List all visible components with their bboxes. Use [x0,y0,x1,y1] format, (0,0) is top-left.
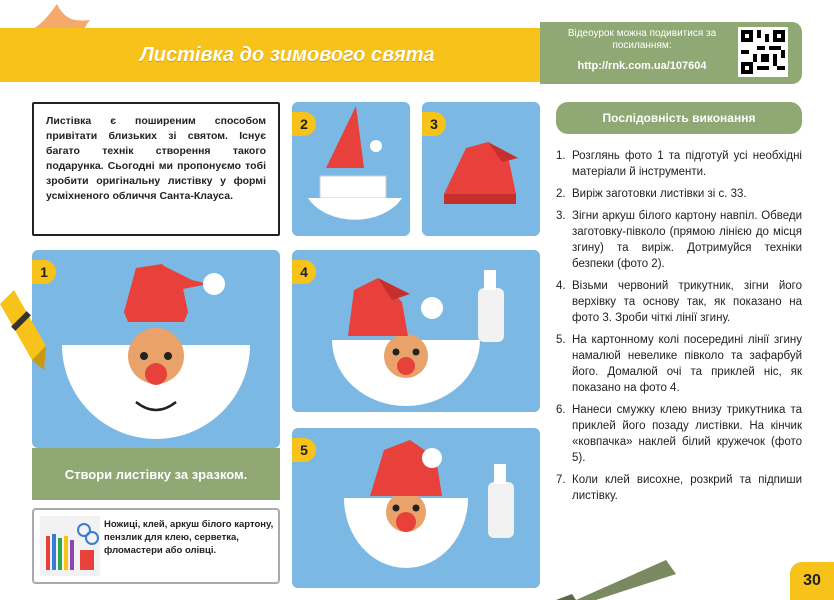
step-item: 5. На картонному колі посередині лінії згину намалюй невелике півколо та зафарбуй його. Домалюй очі та приклей ніс, як показано на фото 4. [556,334,802,394]
step-item: 1. Розглянь фото 1 та підготуй усі необхідні матеріали й інструменти. [556,150,802,178]
video-link-url[interactable]: http://rnk.com.ua/107604 [577,60,707,72]
crayon-icon [556,560,676,600]
photo-4 [292,250,540,412]
qr-code-icon[interactable] [738,27,788,77]
photo-caption: Створи листівку за зразком. [32,448,280,500]
photo-1 [32,250,280,448]
photo-number: 3 [422,112,446,136]
photo-5 [292,428,540,588]
materials-text: Ножиці, клей, аркуш білого картону, пензлик для клею, серветка, фломастери або олівці. [104,519,274,556]
video-link-label: Відеоурок можна подивитися за посиланням: [567,28,717,51]
intro-text: Листівка є поширеним способом привітати близьких зі святом. Існує багато технік створення такого подарунка. Сьогодні ми пропонуємо тобі зробити оригінальну листівку у формі усміхненого обличчя Санта-Клауса. [32,102,280,236]
crayon-icon [0,290,46,370]
photo-2 [292,102,410,236]
step-item: 2. Виріж заготовки листівки зі с. 33. [556,188,747,200]
photo-number: 1 [32,260,56,284]
page-title: Листівка до зимового свята [140,43,435,66]
page-number: 30 [790,562,834,600]
steps-list [556,148,802,510]
photo-3 [422,102,540,236]
sequence-heading: Послідовність виконання [556,102,802,134]
photo-number: 4 [292,260,316,284]
title-bar [0,28,540,82]
craft-supplies-icon [40,516,100,576]
step-item: 7. Коли клей висохне, розкрий та підпиши листівку. [556,474,802,502]
photo-number: 5 [292,438,316,462]
step-item: 4. Візьми червоний трикутник, зігни його верхівку та основу так, як показано на фото 3. Зроби чіткі лінії згину. [556,280,802,324]
step-item: 6. Нанеси смужку клею внизу трикутника та приклей його позаду листівки. На кінчик «ковпачка» наклей білий кружечок (фото 5). [556,404,802,464]
photo-number: 2 [292,112,316,136]
step-item: 3. Зігни аркуш білого картону навпіл. Обведи заготовку-півколо (прямою лінією до місця згину) та виріж. Дотримуйся техніки безпеки (фото 2). [556,210,802,270]
